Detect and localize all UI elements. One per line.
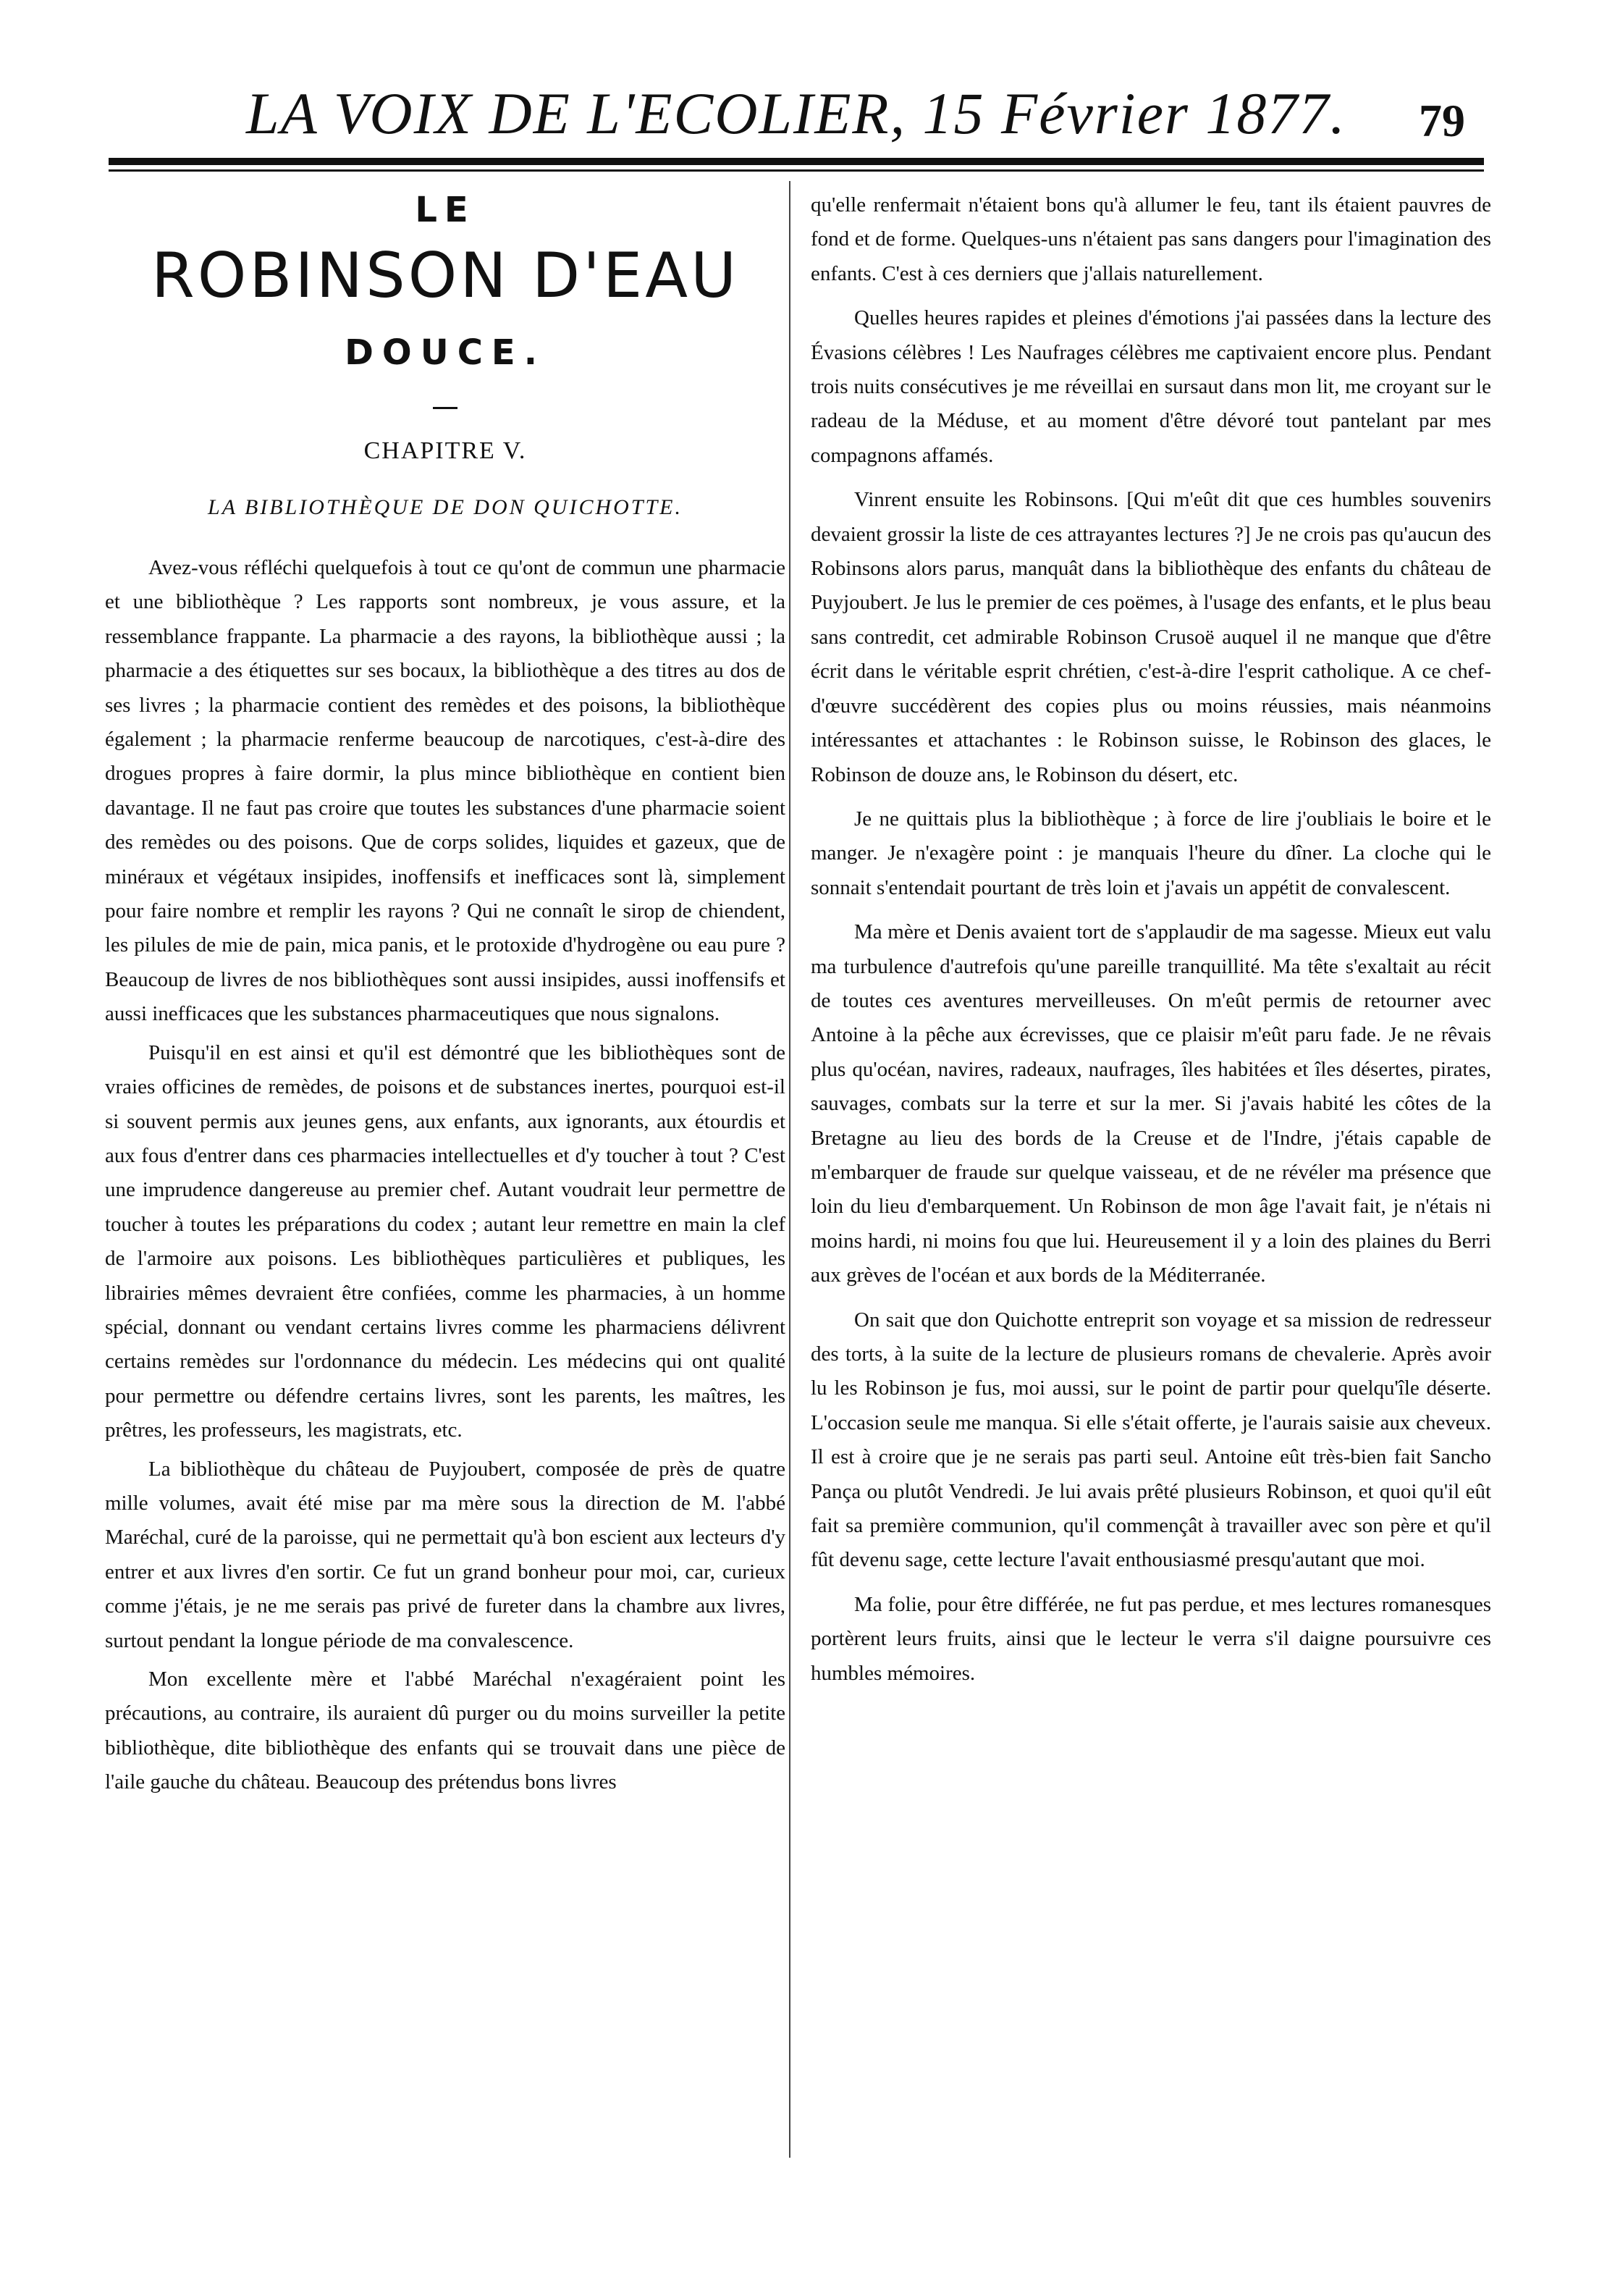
paragraph: Vinrent ensuite les Robinsons. [Qui m'eût dit que ces humbles souvenirs devaient grossir la liste de ces attrayantes lectures ?] Je ne crois pas qu'aucun des Robinsons alors parus, manquât dans la bibliothèque des enfants du château de Puyjoubert. Je lus le premier de ces poëmes, à l'usage des enfants, et le plus beau sans contredit, cet admirable Robinson Crusoë auquel il ne manque que d'être écrit dans le véritable esprit chrétien, c'est-à-dire l'esprit catholique. A ce chef-d'œuvre succédèrent des copies plus ou moins réussies, mais néanmoins intéressantes et attachantes : le Robinson suisse, le Robinson des glaces, le Robinson de douze ans, le Robinson du désert, etc. <box>811 488 1491 786</box>
article-subtitle: DOUCE. <box>345 332 546 373</box>
title-separator <box>433 407 457 409</box>
paragraph: Ma folie, pour être différée, ne fut pas perdue, et mes lectures romanesques portèrent leurs fruits, ainsi que le lecteur le verra s'il daigne poursuivre ces humbles mémoires. <box>811 1592 1491 1685</box>
paragraph: qu'elle renfermait n'étaient bons qu'à allumer le feu, tant ils étaient pauvres de fond et de forme. Quelques-uns n'étaient pas sans dangers pour l'imagination des enfants. C'est à ces derniers que j'allais naturellement. <box>811 193 1491 285</box>
header-rule <box>109 158 1484 165</box>
paragraph: Je ne quittais plus la bibliothèque ; à force de lire j'oubliais le boire et le manger. Je n'exagère point : je manquais l'heure du dîner. La cloche qui le sonnait s'entendait pourtant de très loin et j'avais un appétit de convalescent. <box>811 807 1491 899</box>
right-column <box>811 188 1491 1691</box>
paragraph: Ma mère et Denis avaient tort de s'applaudir de ma sagesse. Mieux eut valu ma turbulence d'autrefois qu'une pareille tranquillité. Ma tête s'exaltait au récit de toutes ces aventures merveilleuses. On m'eût permis de retourner avec Antoine à la pêche aux écrevisses, que ce plaisir m'eût paru fade. Je ne rêvais plus qu'océan, navires, radeaux, naufrages, îles habitées et îles désertes, pirates, sauvages, combats sur la terre et sur la mer. Si j'avais habité les côtes de la Bretagne au lieu des bords de la Creuse et de l'Indre, j'étais capable de m'embarquer de fraude sur quelque vaisseau, et de ne révéler ma présence que loin du lieu d'embarquement. Un Robinson de mon âge l'avait fait, je n'étais ni moins hardi, ni moins fou que lui. Heureusement il y a loin des plaines du Berri aux grèves de l'océan et aux bords de la Méditerranée. <box>811 920 1491 1287</box>
paragraph: Avez-vous réfléchi quelquefois à tout ce qu'ont de commun une pharmacie et une bibliothèque ? Les rapports sont nombreux, je vous assure, et la ressemblance frappante. La pharmacie a des rayons, la bibliothèque aussi ; la pharmacie a des étiquettes sur ses bocaux, la bibliothèque a des titres au dos de ses livres ; la pharmacie contient des remèdes et des poisons, la bibliothèque également ; la pharmacie renferme beaucoup de narcotiques, c'est-à-dire des drogues propres à faire dormir, la plus mince bibliothèque en contient bien davantage. Il ne faut pas croire que toutes les substances d'une pharmacie soient des remèdes ou des poisons. Que de corps solides, liquides et gazeux, que de minéraux et végétaux insipides, inoffensifs et inefficaces sont là, simplement pour faire nombre et remplir les rayons ? Qui ne connaît le sirop de chiendent, les pilules de mie de pain, mica panis, et le protoxide d'hydrogène ou eau pure ? Beaucoup de livres de nos bibliothèques sont aussi insipides, aussi inoffensifs et aussi inefficaces que les substances pharmaceutiques que nous signalons. <box>105 556 785 1026</box>
header-rule-thin <box>109 169 1484 172</box>
left-column <box>105 188 785 1800</box>
paragraph: Puisqu'il en est ainsi et qu'il est démontré que les bibliothèques sont de vraies officines de remèdes, de poisons et de substances inertes, pourquoi est-il si souvent permis aux jeunes gens, aux enfants, aux ignorants, aux étourdis et aux fous d'entrer dans ces pharmacies intellectuelles et d'y toucher à tout ? C'est une imprudence dangereuse au premier chef. Autant voudrait leur permettre de toucher à toutes les préparations du codex ; autant leur remettre en main la clef de l'armoire aux poisons. Les bibliothèques particulières et publiques, les librairies mêmes devraient être confiées, comme les pharmacies, à un homme spécial, donnant ou vendant certains livres comme les pharmaciens délivrent certains remèdes sur l'ordonnance du médecin. Les médecins qui ont qualité pour permettre ou défendre certains livres, sont les parents, les maîtres, les prêtres, les professeurs, les magistrats, etc. <box>105 1040 785 1442</box>
paragraph: Quelles heures rapides et pleines d'émotions j'ai passées dans la lecture des Évasions célèbres ! Les Naufrages célèbres me captivaient encore plus. Pendant trois nuits consécutives je me réveillai en sursaut dans mon lit, me croyant sur le radeau de la Méduse, et au moment d'être dévoré tout pantelant par mes compagnons affamés. <box>811 306 1491 467</box>
column-divider <box>789 181 790 2158</box>
page-number: 79 <box>1419 95 1465 146</box>
article-title-block <box>105 188 785 529</box>
paragraph: On sait que don Quichotte entreprit son voyage et sa mission de redresseur des torts, à la suite de la lecture de plusieurs romans de chevalerie. Après avoir lu les Robinson je fus, moi aussi, sur le point de partir pour quelqu'île déserte. L'occasion seule me manqua. Si elle s'était offerte, je l'aurais saisie aux cheveux. Il est à croire que je ne serais pas parti seul. Antoine eût très-bien fait Sancho Pança ou plutôt Vendredi. Je lui avais prêté plusieurs Robinson, et quoi qu'il eût fait sa première communion, qu'il commençât à travailler avec son père et qu'il fût devenu sage, cette lecture l'avait enthousiasmé presqu'autant que moi. <box>811 1308 1491 1572</box>
page-header-title: LA VOIX DE L'ECOLIER, 15 Février 1877. <box>246 80 1346 146</box>
article-kicker: LE <box>415 190 476 230</box>
chapter-title: LA BIBLIOTHÈQUE DE DON QUICHOTTE. <box>208 495 683 519</box>
article-title: ROBINSON D'EAU <box>151 240 740 312</box>
chapter-heading: CHAPITRE V. <box>363 437 527 464</box>
paragraph: Mon excellente mère et l'abbé Maréchal n'exagéraient point les précautions, au contraire, ils auraient dû purger ou du moins surveiller la petite bibliothèque, dite bibliothèque des enfants qui se trouvait dans une pièce de l'aile gauche du château. Beaucoup des prétendus bons livres <box>105 1668 785 1794</box>
paragraph: La bibliothèque du château de Puyjoubert, composée de près de quatre mille volumes, avait été mise par ma mère sous la direction de M. l'abbé Maréchal, curé de la paroisse, qui ne permettait qu'à bon escient aux lecteurs d'y entrer et aux livres d'en sortir. Ce fut un grand bonheur pour moi, car, curieux comme j'étais, je ne me serais pas privé de fureter dans la chambre aux livres, surtout pendant la longue période de ma convalescence. <box>105 1457 785 1652</box>
